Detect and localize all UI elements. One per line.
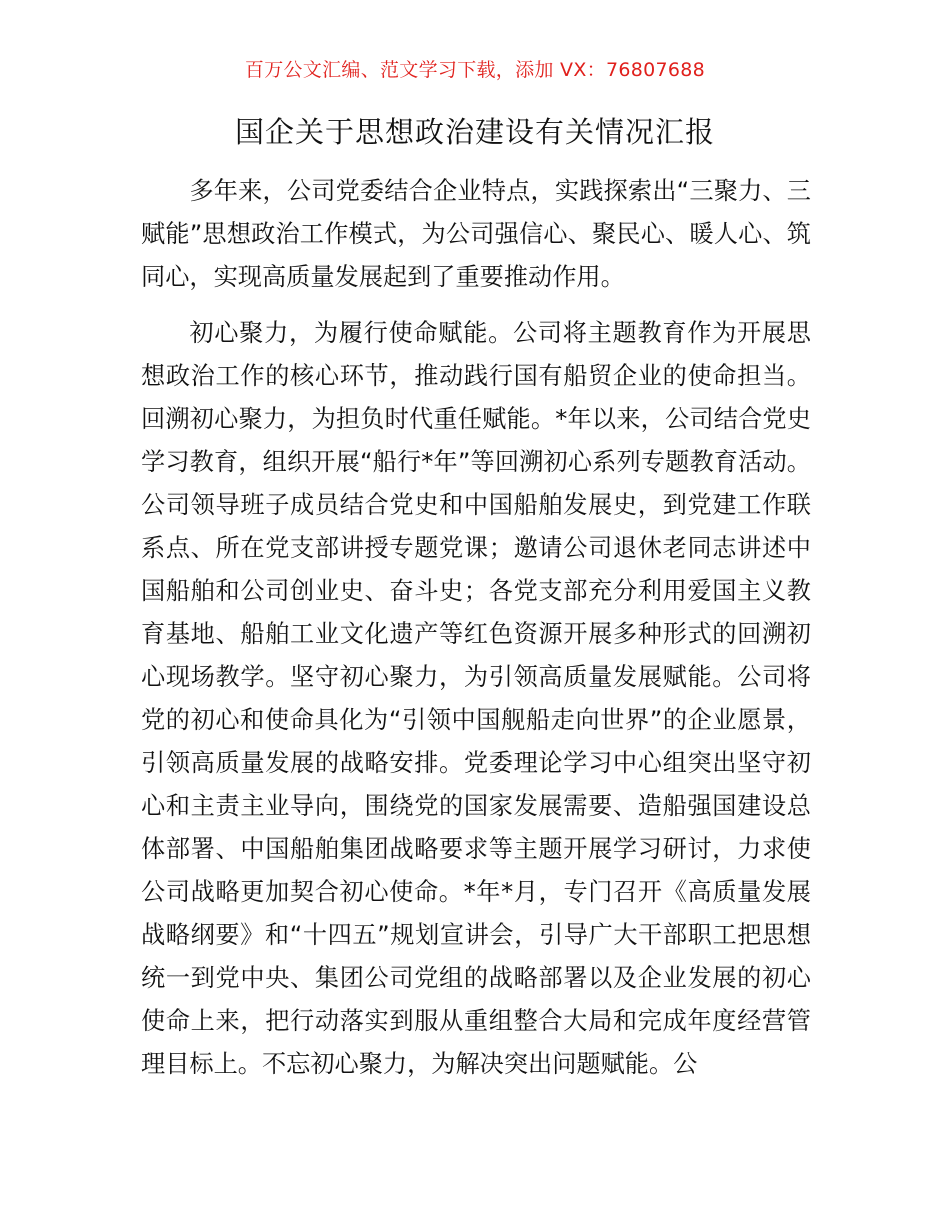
document-title: 国企关于思想政治建设有关情况汇报 [234, 115, 715, 149]
paragraph-body: 初心聚力，为履行使命赋能。公司将主题教育作为开展思想政治工作的核心环节，推动践行国有船贸企业的使命担当。回溯初心聚力，为担负时代重任赋能。*年以来，公司结合党史学习教育，组织开展“船行*年”等回溯初心系列专题教育活动。公司领导班子成员结合党史和中国船舶发展史，到党建工作联系点、所在党支部讲授专题党课；邀请公司退休老同志讲述中国船舶和公司创业史、奋斗史；各党支部充分利用爱国主义教育基地、船舶工业文化遗产等红色资源开展多种形式的回溯初心现场教学。坚守初心聚力，为引领高质量发展赋能。公司将党的初心和使命具化为“引领中国舰船走向世界”的企业愿景，引领高质量发展的战略安排。党委理论学习中心组突出坚守初心和主责主业导向，围绕党的国家发展需要、造船强国建设总体部署、中国船舶集团战略要求等主题开展学习研讨，力求使公司战略更加契合初心使命。*年*月，专门召开《高质量发展战略纲要》和“十四五”规划宣讲会，引导广大干部职工把思想统一到党中央、集团公司党组的战略部署以及企业发展的初心使命上来，把行动落实到服从重组整合大局和完成年度经营管理目标上。不忘初心聚力，为解决突出问题赋能。公 [141, 319, 811, 1078]
watermark-header: 百万公文汇编、范文学习下载，添加 VX：76807688 [244, 59, 706, 81]
paragraph-intro: 多年来，公司党委结合企业特点，实践探索出“三聚力、三赋能”思想政治工作模式，为公司强信心、聚民心、暖人心、筑同心，实现高质量发展起到了重要推动作用。 [141, 177, 811, 291]
